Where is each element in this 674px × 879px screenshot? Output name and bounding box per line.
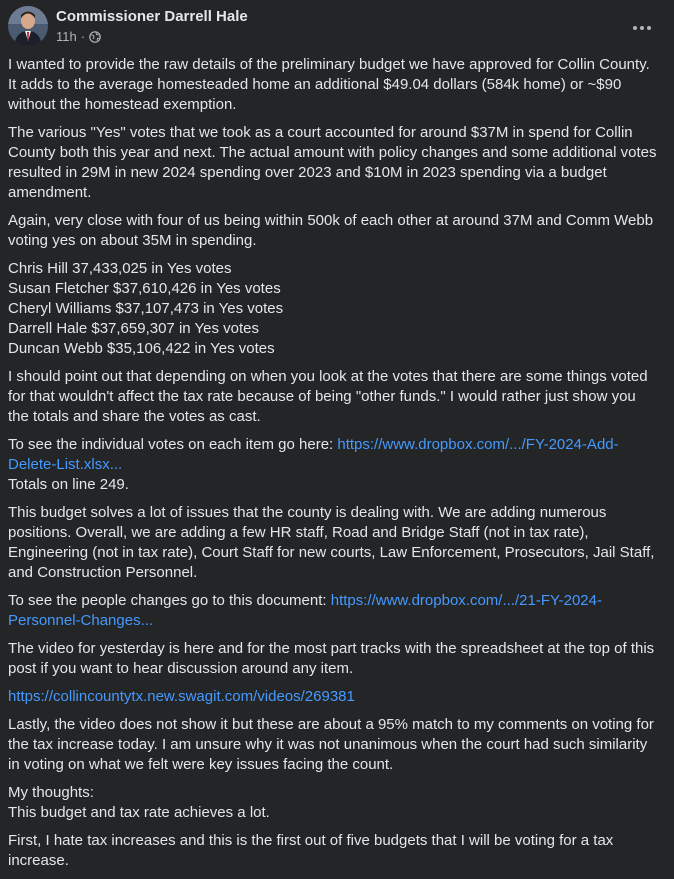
vote-line: Duncan Webb $35,106,422 in Yes votes: [8, 340, 275, 357]
paragraph-intro: I wanted to provide the raw details of the preliminary budget we have approved for Collin County. It adds to the average homesteaded home an additional $49.04 dollars (584k home) or ~$90 without the homestead exemption.: [8, 56, 650, 113]
video-link[interactable]: https://collincountytx.new.swagit.com/videos/269381: [8, 688, 355, 705]
totals-note: Totals on line 249.: [8, 476, 129, 493]
post-header: [8, 6, 674, 48]
paragraph-tax-increases: First, I hate tax increases and this is the first out of five budgets that I will be voting for a tax increase.: [8, 832, 614, 869]
paragraph-thoughts: [8, 783, 658, 823]
paragraph-individual-votes: [8, 435, 658, 495]
avatar-image: [8, 6, 48, 46]
paragraph-other-funds: I should point out that depending on when you look at the votes that there are some things voted for that wouldn't affect the tax rate because of being "other funds." I would rather just show you the totals and share the votes as cast.: [8, 368, 648, 425]
paragraph-comparison: Again, very close with four of us being within 500k of each other at around 37M and Comm Webb voting yes on about 35M in spending.: [8, 212, 654, 249]
meta-separator: ·: [80, 29, 86, 44]
vote-line: Cheryl Williams $37,107,473 in Yes votes: [8, 300, 284, 317]
paragraph-lastly: Lastly, the video does not show it but these are about a 95% match to my comments on voting for the tax increase today. I am unsure why it was not unanimous when the court had such similarity in voting on what we felt were key issues facing the count.: [8, 716, 654, 773]
vote-line: Susan Fletcher $37,610,426 in Yes votes: [8, 280, 281, 297]
personnel-text: To see the people changes go to this document:: [8, 592, 331, 609]
vote-list: [8, 259, 658, 359]
post-body: [8, 55, 658, 879]
add-delete-list-link[interactable]: https://www.dropbox.com/.../FY-2024-Add-Delete-List.xlsx...: [8, 436, 619, 473]
paragraph-personnel: [8, 591, 658, 631]
author-name[interactable]: Commissioner Darrell Hale: [56, 8, 248, 25]
post-time[interactable]: 11h: [56, 29, 77, 44]
personnel-changes-link[interactable]: https://www.dropbox.com/.../21-FY-2024-Personnel-Changes...: [8, 592, 602, 629]
vote-line: Darrell Hale $37,659,307 in Yes votes: [8, 320, 260, 337]
individual-votes-text: To see the individual votes on each item go here:: [8, 436, 338, 453]
paragraph-yes-votes: The various "Yes" votes that we took as a court accounted for around $37M in spend for Collin County both this year and next. The actual amount with policy changes and some additional votes resulted in 29M in new 2024 spending over 2023 and $10M in 2023 spending via a budget amendment.: [8, 124, 657, 201]
thoughts-heading: My thoughts:: [8, 784, 94, 801]
paragraph-positions: This budget solves a lot of issues that the county is dealing with. We are adding numerous positions. Overall, we are adding a few HR staff, Road and Bridge Staff (not in tax rate), Engineering (not in tax rate), Court Staff for new courts, Law Enforcement, Prosecutors, Jail Staff, and Construction Personnel.: [8, 504, 655, 581]
author-avatar[interactable]: [8, 6, 48, 46]
globe-icon: [89, 31, 101, 43]
more-options-button[interactable]: [624, 10, 660, 46]
post-meta: [56, 29, 101, 44]
more-options-icon: [632, 25, 652, 31]
paragraph-video: The video for yesterday is here and for the most part tracks with the spreadsheet at the top of this post if you want to hear discussion around any item.: [8, 640, 655, 677]
vote-line: Chris Hill 37,433,025 in Yes votes: [8, 260, 232, 277]
thoughts-summary: This budget and tax rate achieves a lot.: [8, 804, 270, 821]
paragraph-video-link: [8, 687, 658, 707]
